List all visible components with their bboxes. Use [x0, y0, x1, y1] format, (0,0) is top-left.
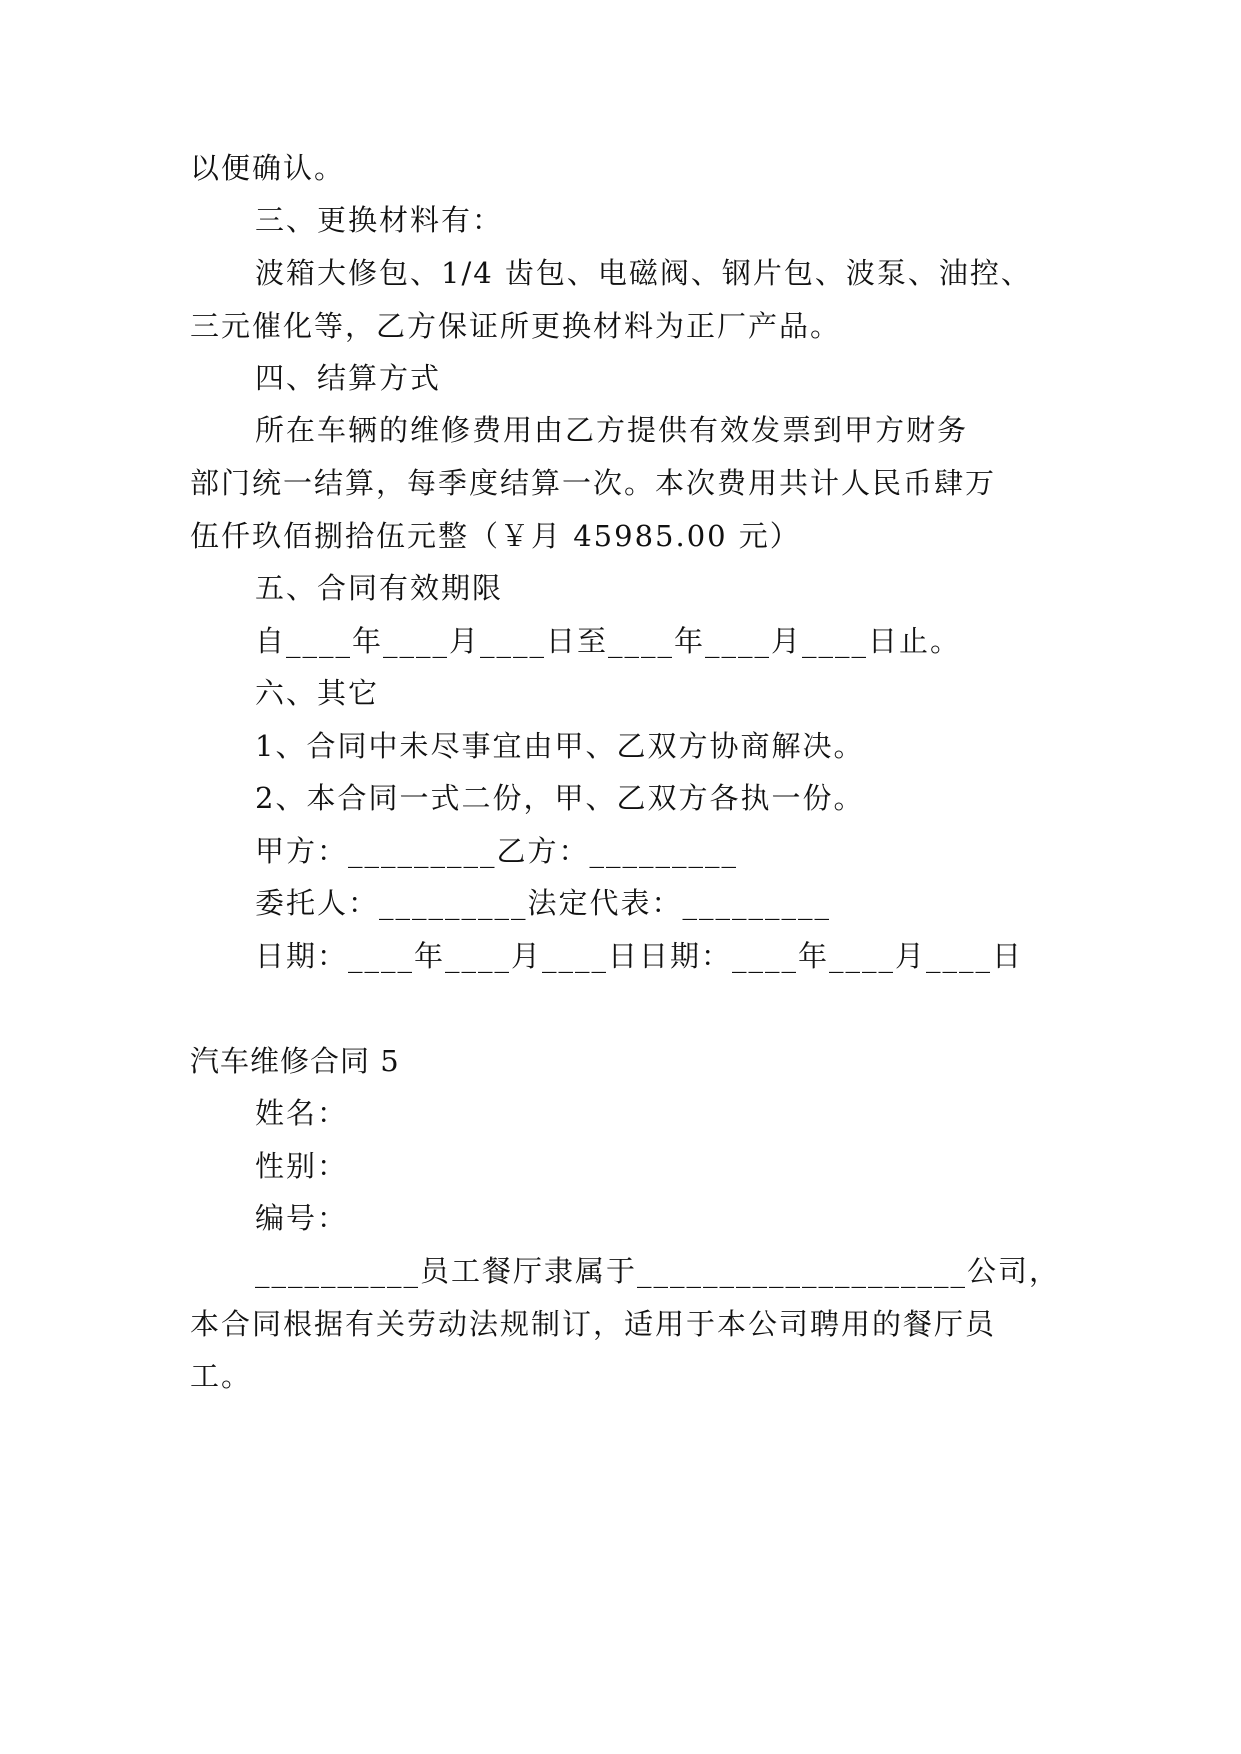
section-title: 汽车维修合同 5: [190, 1044, 400, 1078]
text-line: 所在车辆的维修费用由乙方提供有效发票到甲方财务: [255, 413, 969, 447]
text-line: 本合同根据有关劳动法规制订，适用于本公司聘用的餐厅员: [190, 1307, 997, 1341]
name-field: 姓名：: [255, 1096, 349, 1130]
text-line: 工。: [190, 1359, 253, 1393]
validity-period-line: 自____年____月____日至____年____月____日止。: [255, 624, 962, 658]
text-line: 伍仟玖佰捌拾伍元整（￥月 45985.00 元）: [190, 519, 801, 553]
number-field: 编号：: [255, 1201, 349, 1235]
text-line: 2、本合同一式二份，甲、乙双方各执一份。: [255, 781, 865, 815]
heading-materials: 三、更换材料有：: [255, 203, 504, 237]
text-line: 部门统一结算，每季度结算一次。本次费用共计人民币肆万: [190, 466, 997, 500]
heading-validity: 五、合同有效期限: [255, 571, 504, 605]
heading-other: 六、其它: [255, 676, 380, 710]
heading-settlement: 四、结算方式: [255, 361, 442, 395]
text-line: 1、合同中未尽事宜由甲、乙双方协商解决。: [255, 729, 865, 763]
text-line: 三元催化等，乙方保证所更换材料为正厂产品。: [190, 309, 842, 343]
gender-field: 性别：: [255, 1149, 349, 1183]
representative-line: 委托人：_________法定代表：_________: [255, 886, 832, 920]
text-line: 波箱大修包、1/4 齿包、电磁阀、钢片包、波泵、油控、: [255, 256, 1032, 290]
text-line: 以便确认。: [190, 151, 346, 185]
text-line: __________员工餐厅隶属于____________________公司，: [255, 1254, 1061, 1288]
party-signature-line: 甲方：_________乙方：_________: [255, 834, 739, 868]
date-line: 日期：____年____月____日日期：____年____月____日: [255, 939, 1024, 973]
